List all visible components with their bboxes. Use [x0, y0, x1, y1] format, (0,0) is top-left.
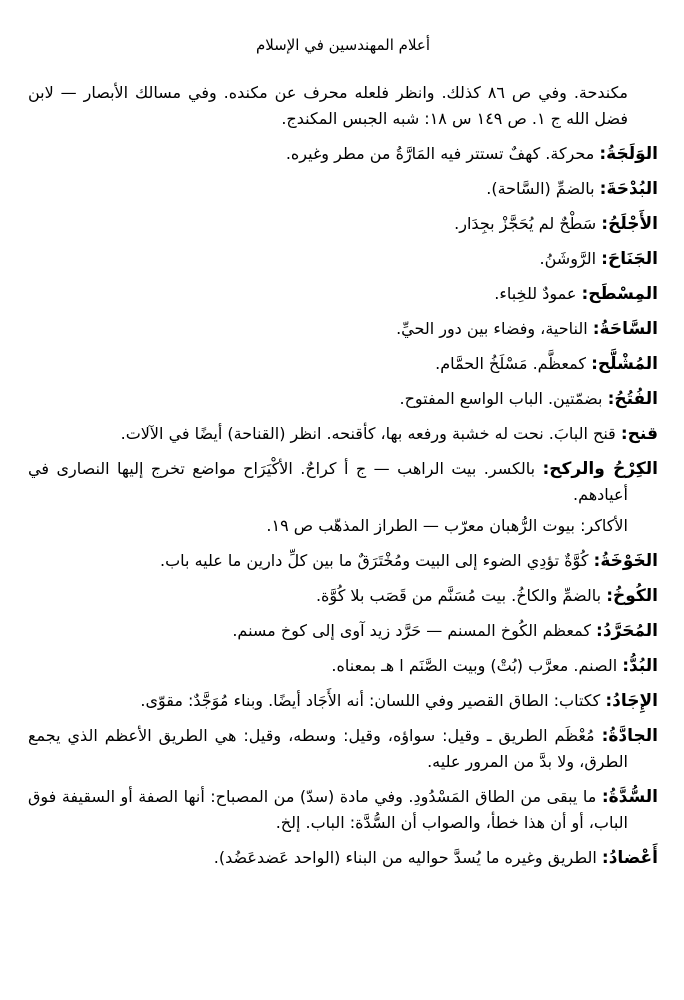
entry-definition: بضمّتين. الباب الواسع المفتوح. [399, 389, 608, 408]
entry [28, 386, 658, 412]
intro-paragraph: مكندحة. وفي ص ٨٦ كذلك. وانظر فلعله محرف عن مكنده. وفي مسالك الأبصار — لابن فضل الله ج ١. ص ١٤٩ س ١٨: شبه الجبس المكندج. [28, 83, 628, 128]
entry-headword: أَعْضادُ: [601, 848, 658, 868]
entry-definition: بالكسر. بيت الراهب — ج أ كراحٌ. الأكْيَرَاح مواضع تخرج إليها النصارى في أعيادهم. [28, 459, 628, 504]
entry [28, 351, 658, 377]
entry-headword: الجادَّةُ: [601, 726, 658, 746]
entry [28, 176, 658, 202]
entry-headword: قنح: [620, 424, 658, 444]
body-text [28, 80, 658, 880]
entry [28, 548, 658, 574]
entry-headword: الخَوْخَةُ: [593, 551, 658, 571]
entry [28, 141, 658, 167]
entry [28, 246, 658, 272]
entry [28, 653, 658, 679]
entry-definition: الصنم. معرَّب (بُتْ) وبيت الصَّنَم ا هـ بمعناه. [331, 656, 623, 675]
entry [28, 618, 658, 644]
entry-headword: المِسْطَح: [581, 284, 658, 304]
entry-headword: المُشْلَّح: [591, 354, 658, 374]
entry-definition: كُوَّةٌ تؤدِي الضوء إلى البيت ومُخْتَرَقٌ ما بين كلِّ دارين ما عليه باب. [160, 551, 594, 570]
entry [28, 421, 658, 447]
entry-headword: البُدْحَةَ: [599, 179, 658, 199]
entry-definition: مُعْظَم الطريق ـ وقيل: سواؤه، وقيل: وسطه، وقيل: هي الطريق الأعظم الذي يجمع الطرق، ولا بدَّ من المرور عليه. [28, 726, 628, 771]
entry-headword: السَّاحَةُ: [592, 319, 658, 339]
entry-headword: الفُتُحُ: [607, 389, 658, 409]
entry-definition: الناحية، وفضاء بين دور الحيِّ. [396, 319, 593, 338]
entry-definition: قنح البابَ. نحت له خشبة ورفعه بها، كأقنحه. انظر (القناحة) أيضًا في الآلات. [120, 424, 621, 443]
entry-headword: الإِجَادُ: [605, 691, 658, 711]
entry [28, 583, 658, 609]
entry-definition: الرَّوشَنُ. [539, 249, 602, 268]
entry-definition: عمودٌ للخِباء. [494, 284, 582, 303]
entry-definition: الطريق وغيره ما يُسدَّ حواليه من البناء (الواحد عَضدعَضُد). [213, 848, 602, 867]
entry [28, 723, 658, 775]
document-page [28, 0, 658, 1000]
running-head: أعلام المهندسين في الإسلام [255, 36, 431, 54]
entry-definition: ما يبقى من الطاق المَسْدُودِ. وفي مادة (سدّ) من المصباح: أنها الصفة أو السقيفة فوق الباب، أو أن هذا خطأ، والصواب أن السُّدَّة: الباب. إلخ. [28, 787, 628, 832]
entry-definition: كمعظَّم. مَسْلَخُ الحمَّام. [435, 354, 592, 373]
entry-definition: ككتاب: الطاق القصير وفي اللسان: أنه الأَجَاد أيضًا. وبناء مُوَجَّدٌ: مقوّى. [140, 691, 606, 710]
entry-definition: بالضمِّ والكاخُ. بيت مُسَنَّم من قَصَب بلا كُوَّة. [315, 586, 607, 605]
entry [28, 316, 658, 342]
entry-headword: الجَنَاحَ: [601, 249, 658, 269]
note-line: الأكاكر: بيوت الرُّهبان معرّب — الطراز المذهّب ص ١٩. [266, 516, 628, 535]
entry-headword: البُدُّ: [622, 656, 658, 676]
entry [28, 211, 658, 237]
entry-headword: الكِرْحُ والركح: [542, 459, 659, 479]
entry [28, 456, 658, 508]
entry-headword: الوَلَجَةُ: [599, 144, 658, 164]
entry-headword: الأَجْلَحُ: [601, 214, 658, 234]
entry-definition: كمعظم الكُوخ المسنم — حَرَّد زيد آوى إلى كوخ مسنم. [232, 621, 597, 640]
entry-definition: سَطْحٌ لم يُحَجَّزْ بجِدَار. [454, 214, 602, 233]
entry-definition: بالضمِّ (السَّاحة). [486, 179, 600, 198]
entry-headword: المُحَرَّدُ: [596, 621, 658, 641]
entry-definition: محركة. كهفٌ تستتر فيه المَارَّةُ من مطر وغيره. [285, 144, 600, 163]
entry [28, 281, 658, 307]
entry [28, 784, 658, 836]
entry [28, 688, 658, 714]
entry-headword: السُّدَّةُ: [601, 787, 658, 807]
entry [28, 845, 658, 871]
entry-headword: الكُوخُ: [606, 586, 658, 606]
